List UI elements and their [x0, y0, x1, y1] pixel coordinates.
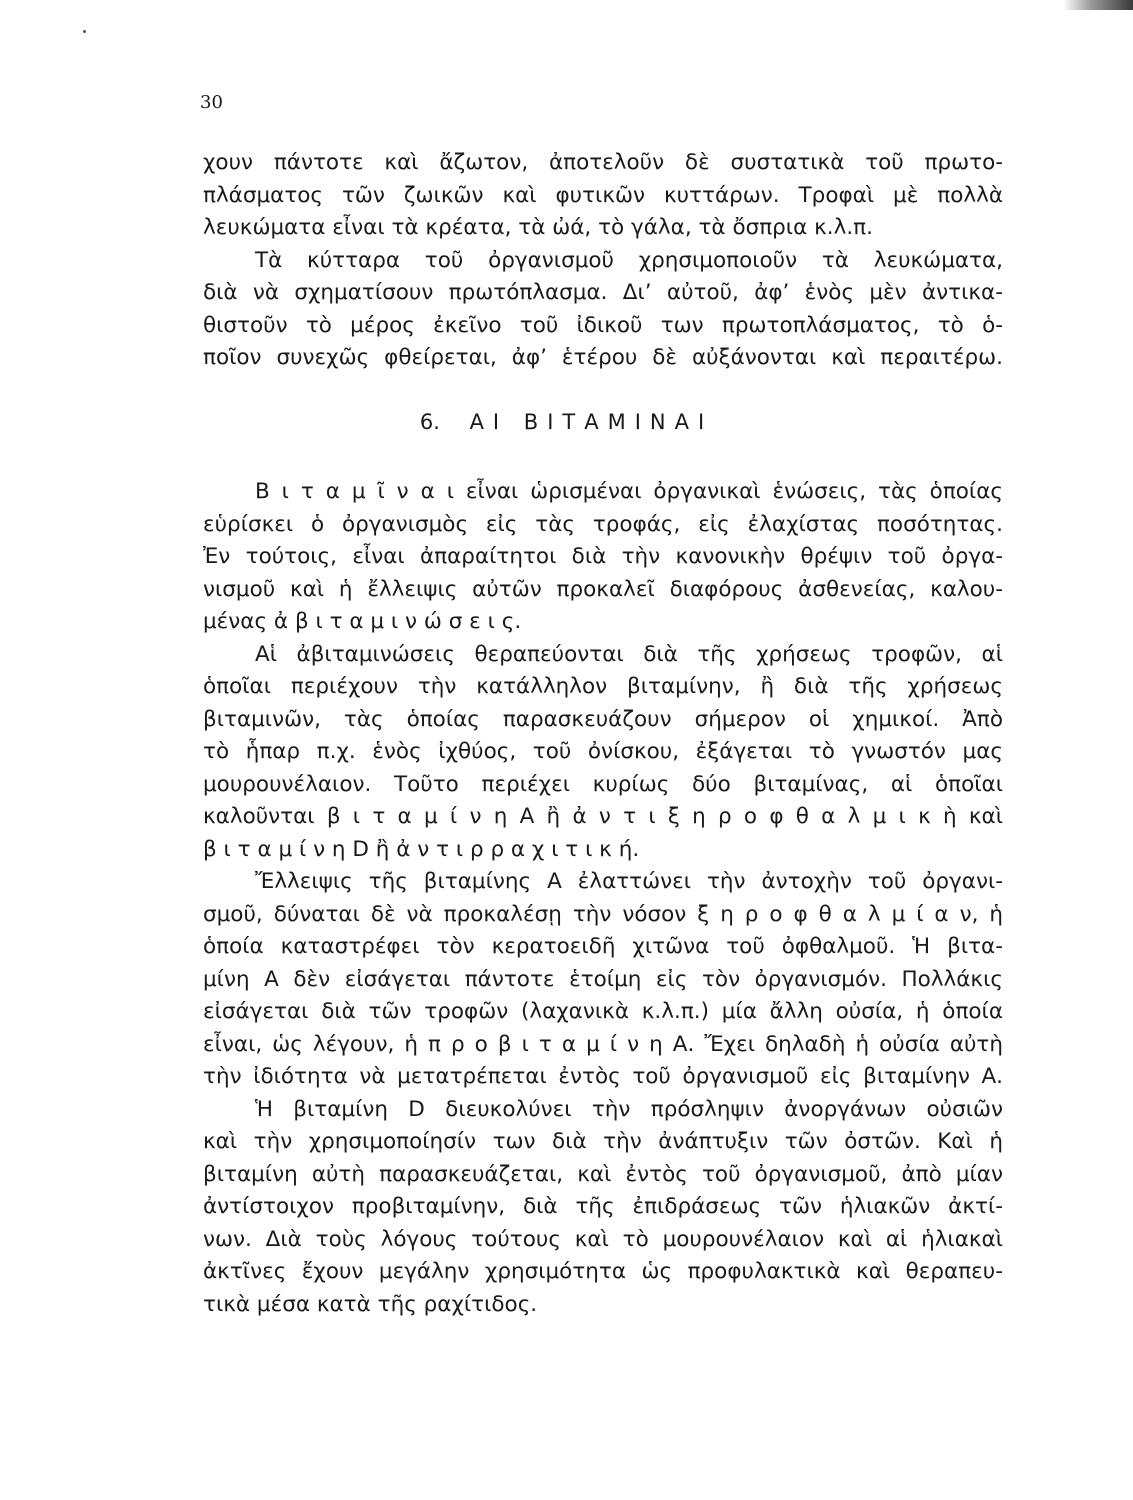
text-line: μίνη Α δὲν εἰσάγεται πάντοτε ἑτοίμη εἰς τὸν ὀργανισμόν. Πολλάκις	[203, 966, 1003, 992]
text-line: Ἐν τούτοις, εἶναι ἀπαραίτητοι διὰ τὴν κανονικὴν θρέψιν τοῦ ὀργα-	[203, 544, 1003, 569]
text-line: Αἱ ἀβιταμινώσεις θεραπεύονται διὰ τῆς χρήσεως τροφῶν, αἱ	[255, 641, 1003, 667]
section-one-text	[203, 147, 1003, 375]
section-two-text	[203, 476, 1003, 1321]
text-line: λευκώματα εἶναι τὰ κρέατα, τὰ ὠά, τὸ γάλα, τὰ ὄσπρια κ.λ.π.	[203, 215, 873, 240]
text-line: ὁποῖαι περιέχουν τὴν κατάλληλον βιταμίνην, ἢ διὰ τῆς χρήσεως	[203, 674, 1003, 699]
text-line: ὁποία καταστρέφει τὸν κερατοειδῆ χιτῶνα τοῦ ὀφθαλμοῦ. Ἡ βιτα-	[203, 934, 1003, 959]
text-line: Β ι τ α μ ῖ ν α ι εἶναι ὡρισμέναι ὀργανικαὶ ἑνώσεις, τὰς ὁποίας	[255, 479, 1003, 504]
text-line: ἀντίστοιχον προβιταμίνην, διὰ τῆς ἐπιδράσεως τῶν ἡλιακῶν ἀκτί-	[203, 1194, 1003, 1219]
text-line: πλάσματος τῶν ζωικῶν καὶ φυτικῶν κυττάρων. Τροφαὶ μὲ πολλὰ	[203, 182, 1003, 208]
text-line: τὸ ἧπαρ π.χ. ἑνὸς ἰχθύος, τοῦ ὀνίσκου, ἐξάγεται τὸ γνωστόν μας	[203, 739, 1003, 764]
text-line: εἰσάγεται διὰ τῶν τροφῶν (λαχανικὰ κ.λ.π.) μία ἄλλη οὐσία, ἡ ὁποία	[203, 999, 1003, 1024]
text-line: μουρουνέλαιον. Τοῦτο περιέχει κυρίως δύο βιταμίνας, αἱ ὁποῖαι	[203, 771, 1003, 797]
text-line: νων. Διὰ τοὺς λόγους τούτους καὶ τὸ μουρουνέλαιον καὶ αἱ ἡλιακαὶ	[203, 1226, 1003, 1252]
text-line: Ἡ βιταμίνη D διευκολύνει τὴν πρόσληψιν ἀνοργάνων οὐσιῶν	[255, 1096, 1003, 1122]
text-line: χουν πάντοτε καὶ ἄζωτον, ἀποτελοῦν δὲ συστατικὰ τοῦ πρωτο-	[203, 150, 1003, 175]
scan-corner-mark	[1063, 0, 1133, 10]
text-line: τικὰ μέσα κατὰ τῆς ραχίτιδος.	[203, 1291, 538, 1317]
text-line: διὰ νὰ σχηματίσουν πρωτόπλασμα. Δι’ αὐτοῦ, ἀφ’ ἑνὸς μὲν ἀντικα-	[203, 280, 1003, 305]
text-line: Τὰ κύτταρα τοῦ ὀργανισμοῦ χρησιμοποιοῦν τὰ λευκώματα,	[255, 247, 1003, 273]
section-title: ΑΙ ΒΙΤΑΜΙΝΑΙ	[469, 410, 714, 434]
text-line: σμοῦ, δύναται δὲ νὰ προκαλέσῃ τὴν νόσον ξ η ρ ο φ θ α λ μ ί α ν, ἡ	[203, 901, 1003, 927]
section-heading	[0, 410, 1133, 434]
text-line: β ι τ α μ ί ν η D ἢ ἀ ν τ ι ρ ρ α χ ι τ ι κ ή.	[203, 836, 640, 862]
text-line: μένας ἀ β ι τ α μ ι ν ώ σ ε ι ς.	[203, 609, 522, 634]
text-line: ποῖον συνεχῶς φθείρεται, ἀφ’ ἑτέρου δὲ αὐξάνονται καὶ περαιτέρω.	[203, 345, 1003, 370]
text-line: βιταμίνη αὐτὴ παρασκευάζεται, καὶ ἐντὸς τοῦ ὀργανισμοῦ, ἀπὸ μίαν	[203, 1161, 1003, 1187]
text-line: Ἔλλειψις τῆς βιταμίνης Α ἐλαττώνει τὴν ἀντοχὴν τοῦ ὀργανι-	[255, 869, 1003, 894]
scan-dust-dot	[83, 30, 86, 33]
text-line: καλοῦνται β ι τ α μ ί ν η Α ἢ ἀ ν τ ι ξ η ρ ο φ θ α λ μ ι κ ὴ καὶ	[203, 804, 1003, 829]
section-number: 6.	[419, 410, 440, 434]
text-line: βιταμινῶν, τὰς ὁποίας παρασκευάζουν σήμερον οἱ χημικοί. Ἀπὸ	[203, 706, 1003, 732]
text-line: τὴν ἰδιότητα νὰ μετατρέπεται ἐντὸς τοῦ ὀργανισμοῦ εἰς βιταμίνην Α.	[203, 1064, 1003, 1089]
text-line: καὶ τὴν χρησιμοποίησίν των διὰ τὴν ἀνάπτυξιν τῶν ὀστῶν. Καὶ ἡ	[203, 1129, 1003, 1154]
text-line: εἶναι, ὡς λέγουν, ἡ π ρ ο β ι τ α μ ί ν η Α. Ἔχει δηλαδὴ ἡ οὐσία αὐτὴ	[203, 1031, 1003, 1057]
page-number: 30	[200, 92, 223, 113]
text-line: ἀκτῖνες ἔχουν μεγάλην χρησιμότητα ὡς προφυλακτικὰ καὶ θεραπευ-	[203, 1259, 1003, 1284]
text-line: εὑρίσκει ὁ ὀργανισμὸς εἰς τὰς τροφάς, εἰς ἐλαχίστας ποσότητας.	[203, 511, 1003, 537]
text-line: νισμοῦ καὶ ἡ ἔλλειψις αὐτῶν προκαλεῖ διαφόρους ἀσθενείας, καλου-	[203, 576, 1003, 602]
text-line: θιστοῦν τὸ μέρος ἐκεῖνο τοῦ ἰδικοῦ των πρωτοπλάσματος, τὸ ὁ-	[203, 312, 1003, 338]
